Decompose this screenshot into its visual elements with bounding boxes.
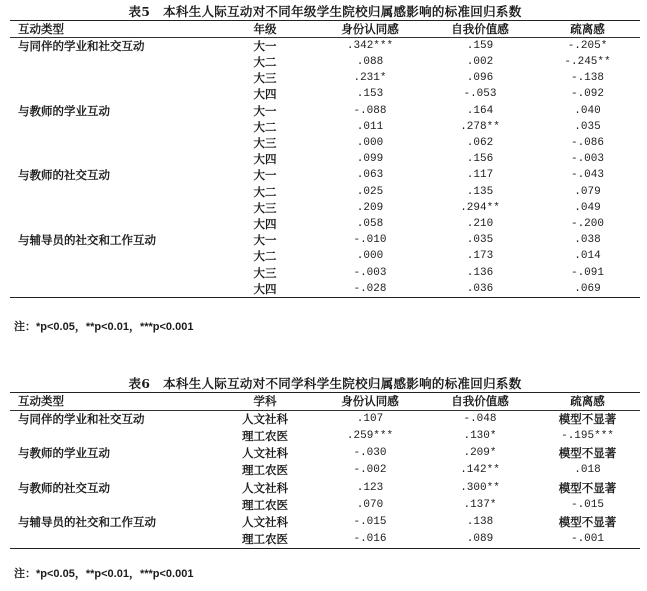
interaction-type-cell [10,70,215,86]
table-row [10,496,640,513]
table-row [10,70,640,86]
table-row [10,216,640,232]
table-6-note: 注：*p<0.05，**p<0.01，***p<0.001 [14,568,194,580]
coefficient-cell: .259*** [346,429,394,442]
coefficient-cell: .156 [466,153,494,166]
group-cell: 人文社科 [215,410,315,427]
group-cell: 大四 [253,216,277,231]
interaction-type-cell [10,281,215,297]
interaction-type-cell [10,54,215,70]
coefficient-cell: .135 [466,185,494,198]
coefficient-cell: -.003 [353,266,387,279]
coefficient-cell: -.030 [353,447,387,460]
coefficient-cell: -.002 [353,464,387,477]
coefficient-cell: .002 [466,56,494,69]
coefficient-cell: .038 [574,234,601,247]
table-header-row [10,393,640,410]
coefficient-cell: -.028 [353,282,387,295]
header-cell: 身份认同感 [341,394,399,409]
coefficient-cell: .070 [356,498,384,511]
interaction-type-cell: 与教师的学业互动 [18,103,110,118]
group-cell: 大四 [253,152,277,167]
coefficient-cell: .164 [466,104,494,117]
table-row [10,135,640,151]
interaction-type-cell [10,151,215,167]
coefficient-cell: -.048 [425,410,535,427]
table-6 [10,376,640,549]
interaction-type-cell [10,216,215,232]
coefficient-cell: .011 [356,120,384,133]
header-cell: 自我价值感 [451,22,509,36]
coefficient-cell: .210 [466,217,494,230]
coefficient-cell: .000 [356,137,384,150]
interaction-type-cell [10,200,215,216]
coefficient-cell: 模型不显著 [558,514,617,529]
coefficient-cell: -.091 [570,266,604,279]
table-header-row [10,21,640,38]
coefficient-cell: .209* [463,447,497,460]
group-cell: 大三 [253,136,277,151]
coefficient-cell: .049 [574,201,601,214]
table-row [10,184,640,200]
coefficient-cell: -.001 [570,533,604,546]
group-cell: 理工农医 [242,497,288,512]
header-cell: 身份认同感 [341,22,399,36]
table-5-bottom-rule [10,297,640,298]
coefficient-cell: .062 [466,137,494,150]
interaction-type-cell: 与教师的学业互动 [18,446,110,461]
coefficient-cell: 模型不显著 [558,446,617,461]
coefficient-cell: .231* [353,72,387,85]
table-6-bottom-rule [10,548,640,549]
group-cell: 大一 [215,38,315,55]
header-cell: 自我价值感 [451,394,509,409]
coefficient-cell: -.053 [463,88,497,101]
coefficient-cell: -.016 [353,533,387,546]
coefficient-cell: .040 [574,104,601,117]
coefficient-cell: .079 [574,185,601,198]
coefficient-cell: .117 [466,169,494,182]
coefficient-cell: -.138 [570,72,604,85]
table-row [10,151,640,167]
coefficient-cell: .014 [574,250,601,263]
interaction-type-cell: 与辅导员的社交和工作互动 [18,514,156,529]
coefficient-cell: -.010 [353,234,387,247]
table-5-title: 表5 本科生人际互动对不同年级学生院校归属感影响的标准回归系数 [128,4,522,19]
group-cell: 大三 [253,265,277,280]
interaction-type-cell [10,86,215,102]
table-5 [10,4,640,298]
group-cell: 大四 [253,87,277,102]
coefficient-cell: .137* [463,498,497,511]
coefficient-cell: -.015 [353,515,387,528]
table-row [10,513,640,530]
table-row [10,38,640,55]
coefficient-cell: .142** [460,464,500,477]
header-cell: 疏离感 [570,22,605,36]
table-row [10,167,640,183]
table-row [10,264,640,280]
group-cell: 人文社科 [242,514,288,529]
group-cell: 理工农医 [242,532,288,547]
coefficient-cell: -.043 [570,169,604,182]
group-cell: 大四 [253,281,277,296]
table-row [10,281,640,297]
coefficient-cell: .300** [460,481,500,494]
coefficient-cell: .088 [356,56,384,69]
interaction-type-cell [10,248,215,264]
header-cell: 年级 [253,22,277,36]
coefficient-cell: .136 [466,266,494,279]
table-6-title: 表6 本科生人际互动对不同学科学生院校归属感影响的标准回归系数 [128,376,522,391]
coefficient-cell: .063 [356,169,384,182]
header-cell: 互动类型 [18,394,64,409]
interaction-type-cell [10,135,215,151]
group-cell: 大二 [253,119,277,134]
group-cell: 大二 [253,55,277,70]
group-cell: 大一 [253,168,277,183]
interaction-type-cell: 与同伴的学业和社交互动 [10,410,215,427]
interaction-type-cell [10,496,215,513]
table-row [10,103,640,119]
table-row [10,427,640,444]
coefficient-cell: .025 [356,185,384,198]
group-cell: 理工农医 [242,428,288,443]
header-cell: 学科 [253,394,277,409]
group-cell: 人文社科 [242,446,288,461]
table-row [10,119,640,135]
table-row [10,248,640,264]
header-cell: 互动类型 [18,22,64,36]
group-cell: 大二 [253,249,277,264]
coefficient-cell: .036 [466,282,494,295]
table-row [10,479,640,496]
group-cell: 人文社科 [242,480,288,495]
table-row [10,232,640,248]
coefficient-cell: .096 [466,72,494,85]
coefficient-cell: .173 [466,250,494,263]
interaction-type-cell: 与教师的社交互动 [18,480,110,495]
coefficient-cell: .069 [574,282,601,295]
interaction-type-cell [10,264,215,280]
coefficient-cell: -.195*** [561,429,614,442]
coefficient-cell: -.015 [570,498,604,511]
interaction-type-cell: 与辅导员的社交和工作互动 [18,233,156,248]
table-row [10,54,640,70]
coefficient-cell: .107 [315,410,425,427]
interaction-type-cell [10,462,215,479]
coefficient-cell: .035 [574,120,601,133]
table-row [10,410,640,427]
coefficient-cell: .159 [425,38,535,55]
coefficient-cell: -.092 [570,88,604,101]
table-5-note: 注：*p<0.05，**p<0.01，***p<0.001 [14,321,194,333]
coefficient-cell: -.003 [570,153,604,166]
coefficient-cell: .123 [356,481,384,494]
coefficient-cell: .035 [466,234,494,247]
coefficient-cell: .153 [356,88,384,101]
coefficient-cell: .018 [574,464,601,477]
group-cell: 大一 [253,103,277,118]
coefficient-cell: 模型不显著 [558,480,617,495]
coefficient-cell: -.088 [353,104,387,117]
group-cell: 大三 [253,200,277,215]
group-cell: 大三 [253,71,277,86]
table-6-grid [10,393,640,548]
coefficient-cell: -.245** [564,56,611,69]
coefficient-cell: .342*** [315,38,425,55]
table-6-body [10,410,640,548]
coefficient-cell: .000 [356,250,384,263]
table-5-body [10,38,640,297]
group-cell: 大二 [253,184,277,199]
coefficient-cell: .130* [463,429,497,442]
coefficient-cell: 模型不显著 [535,410,640,427]
table-row [10,531,640,548]
table-5-grid [10,21,640,297]
table-row [10,462,640,479]
table-row [10,445,640,462]
group-cell: 理工农医 [242,463,288,478]
table-row [10,200,640,216]
coefficient-cell: .058 [356,217,384,230]
interaction-type-cell [10,531,215,548]
interaction-type-cell: 与教师的社交互动 [18,168,110,183]
coefficient-cell: .278** [460,120,500,133]
interaction-type-cell: 与同伴的学业和社交互动 [10,38,215,55]
coefficient-cell: -.086 [570,137,604,150]
interaction-type-cell [10,427,215,444]
coefficient-cell: -.200 [570,217,604,230]
coefficient-cell: -.205* [535,38,640,55]
coefficient-cell: .294** [460,201,500,214]
coefficient-cell: .138 [466,515,494,528]
coefficient-cell: .099 [356,153,384,166]
group-cell: 大一 [253,233,277,248]
header-cell: 疏离感 [570,394,605,409]
coefficient-cell: .089 [466,533,494,546]
interaction-type-cell [10,184,215,200]
coefficient-cell: .209 [356,201,384,214]
table-row [10,86,640,102]
interaction-type-cell [10,119,215,135]
